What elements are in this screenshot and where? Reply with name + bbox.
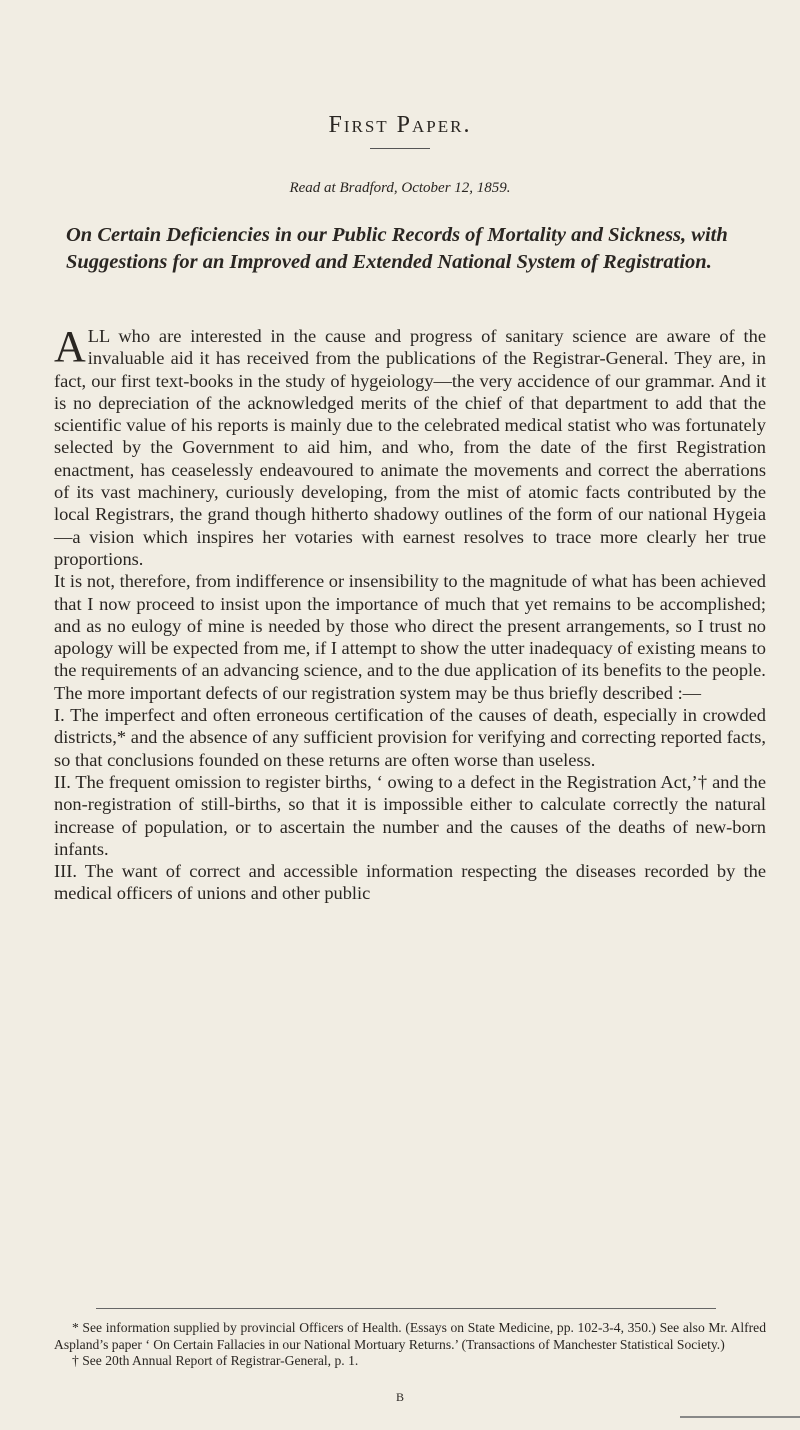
- paragraph: I. The imperfect and often erroneous certification of the causes of death, especially in crowded districts,* and the absence of any sufficient provision for verifying and correcting reported facts, so that conclusions founded on these returns are often worse than useless.: [54, 705, 766, 770]
- paragraph: II. The frequent omission to register births, ‘ owing to a defect in the Registration Act,’† and the non-registration of still-births, so that it is impossible either to calculate correctly the natural increase of population, or to ascertain the number and the causes of the deaths of new-born infants.: [54, 771, 766, 859]
- page-edge-line: [680, 1416, 800, 1418]
- paragraph: [54, 322, 766, 570]
- paper-title: On Certain Deficiencies in our Public Records of Mortality and Sickness, with Suggestions for an Improved and Extended National System of Registration.: [66, 224, 728, 273]
- body-text: [54, 322, 766, 905]
- paper-heading: First Paper.: [328, 112, 472, 138]
- paragraph: III. The want of correct and accessible information respecting the diseases recorded by the medical officers of unions and other public: [54, 861, 766, 904]
- footnote: † See 20th Annual Report of Registrar-General, p. 1.: [72, 1353, 359, 1368]
- read-at-line: Read at Bradford, October 12, 1859.: [289, 180, 511, 196]
- signature-mark: B: [396, 1390, 405, 1404]
- paragraph: It is not, therefore, from indifference or insensibility to the magnitude of what has been achieved that I now proceed to insist upon the importance of much that yet remains to be accomplished; and as no eulogy of mine is needed by those who direct the present arrangements, so I trust no apology will be expected from me, if I attempt to show the utter inadequacy of existing means to the requirements of an advancing science, and to the due application of its benefits to the people.: [54, 571, 766, 681]
- heading-rule: [370, 148, 430, 149]
- footnote: * See information supplied by provincial Officers of Health. (Essays on State Medicine, pp. 102-3-4, 350.) See also Mr. Alfred Aspland’s paper ‘ On Certain Fallacies in our National Mortuary Returns.’ (Transactions of Manchester Statistical Society.): [54, 1320, 766, 1352]
- paragraph-text: LL who are interested in the cause and progress of sanitary science are aware of the invaluable aid it has received from the publications of the Registrar-General. They are, in fact, our first text-books in the study of hygeiology—the very accidence of our grammar. And it is no depreciation of the acknowledged merits of the chief of that department to add that the scientific value of his reports is mainly due to the celebrated medical statist who was fortunately selected by the Government to aid him, and who, from the date of the first Registration enactment, has ceaselessly endeavoured to animate the movements and correct the aberrations of its vast machinery, curiously developing, from the mist of atomic facts contributed by the local Registrars, the grand though hitherto shadowy outlines of the form of our national Hygeia—a vision which inspires her votaries with earnest resolves to trace more clearly her true proportions.: [54, 326, 766, 569]
- drop-cap: A: [54, 322, 86, 371]
- paragraph: The more important defects of our registration system may be thus briefly described :—: [54, 682, 702, 703]
- footnote-rule: [96, 1308, 716, 1309]
- footnotes: [54, 1320, 766, 1370]
